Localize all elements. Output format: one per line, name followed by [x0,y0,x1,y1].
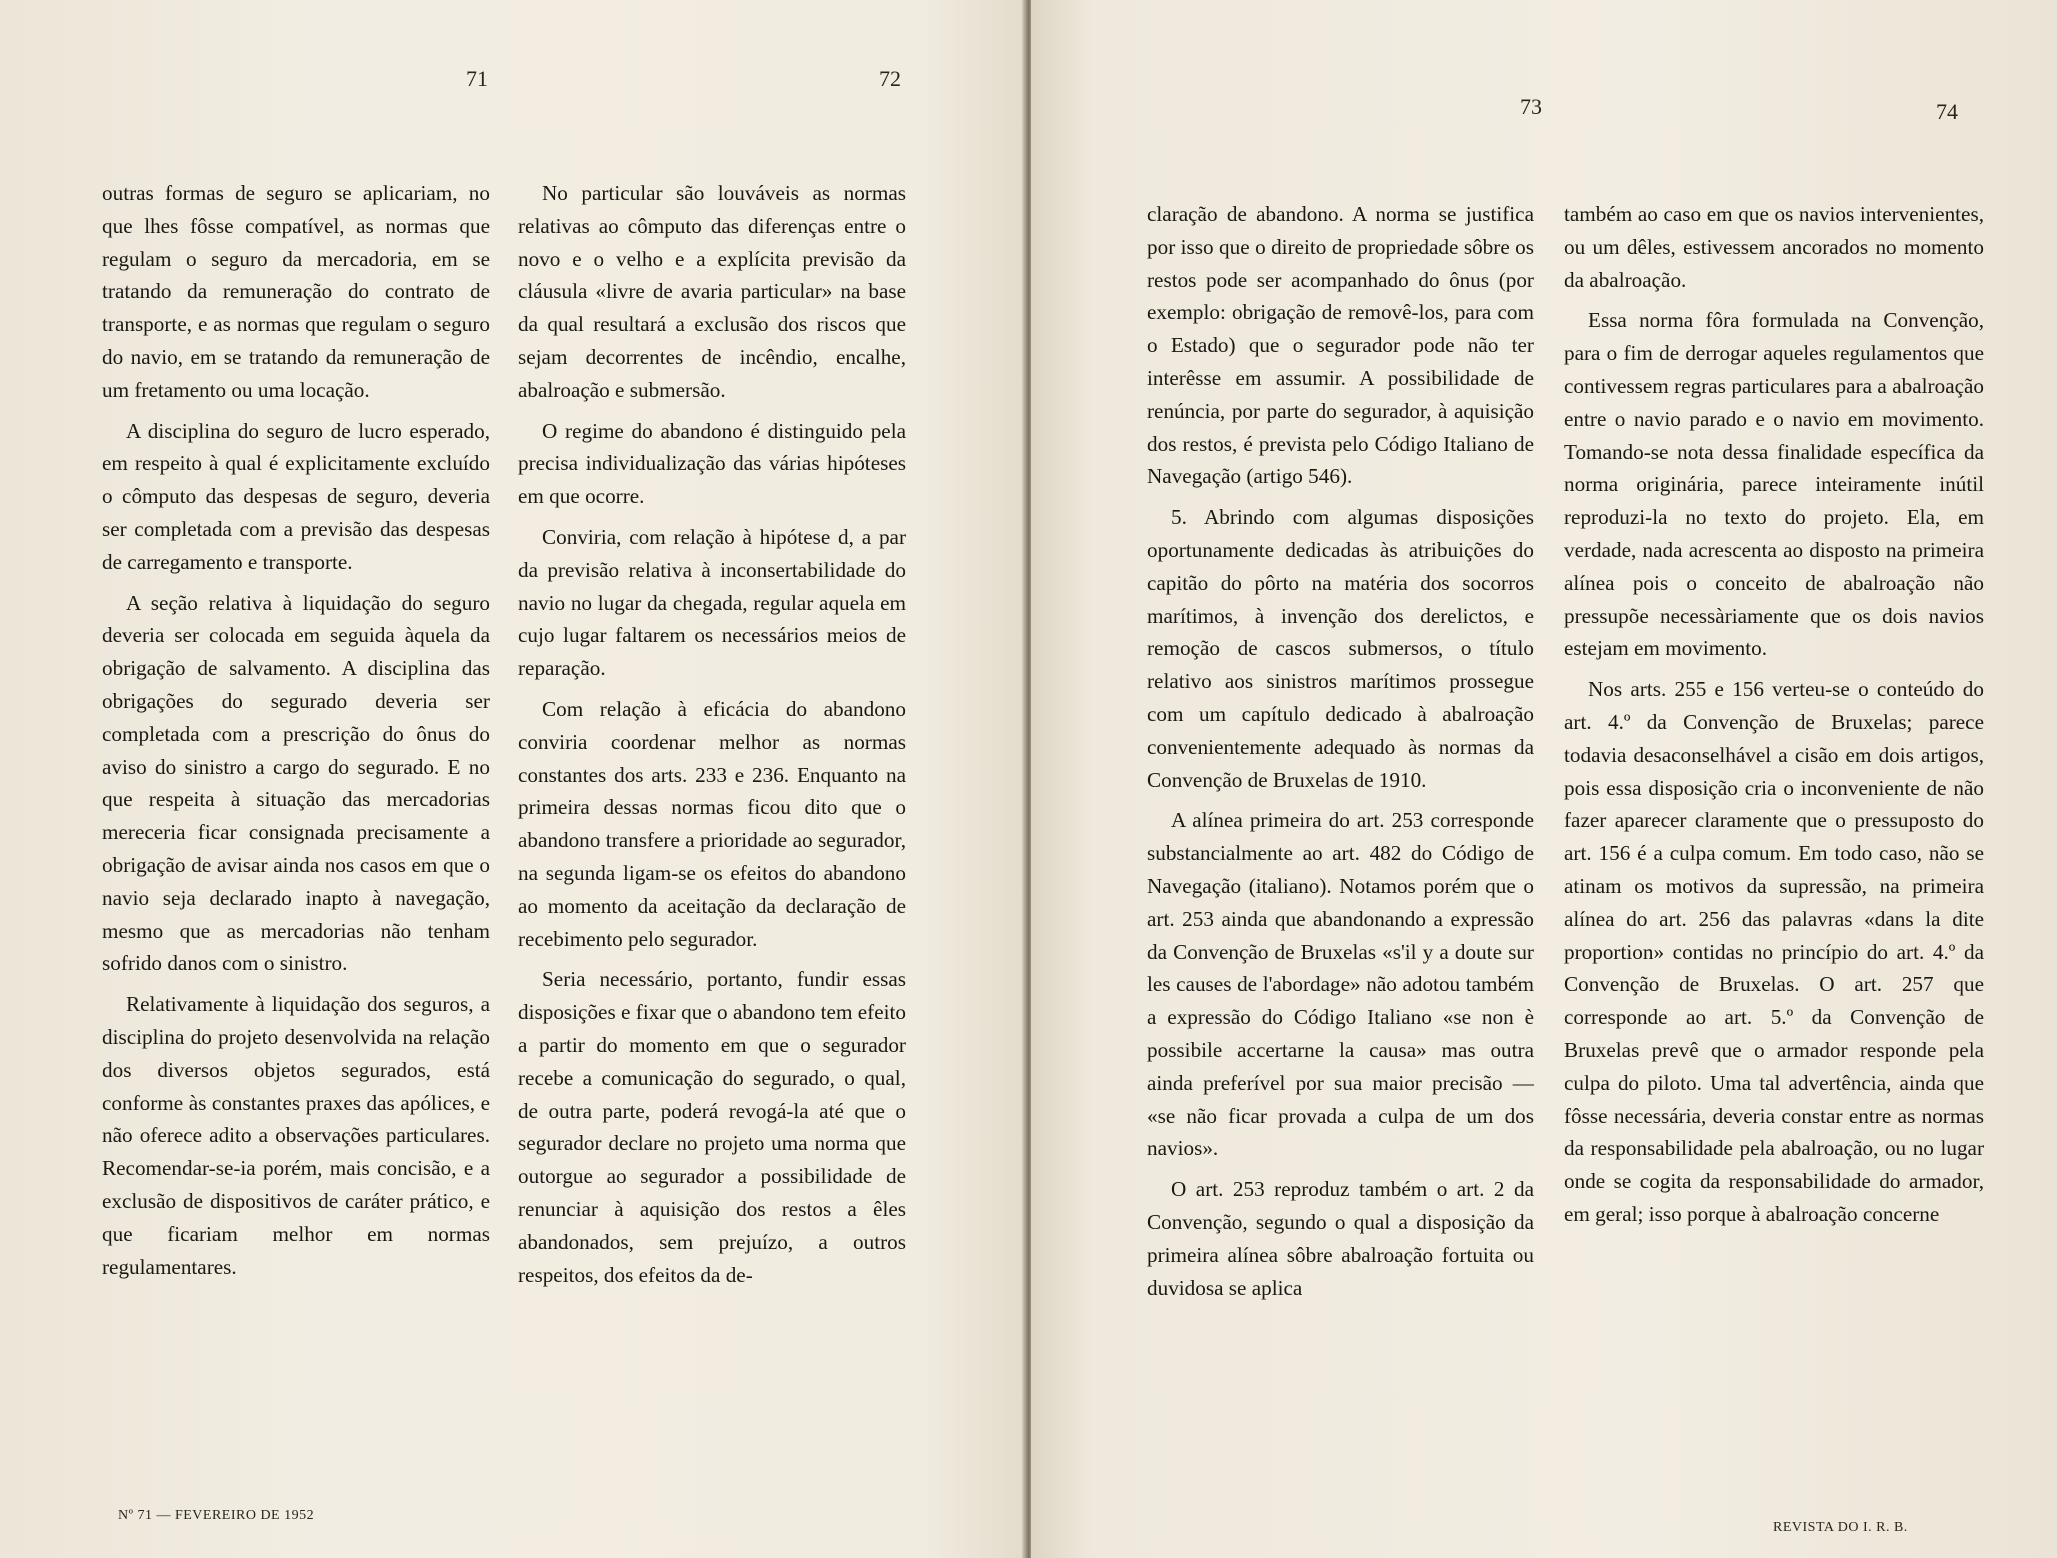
paragraph: No particular são louváveis as normas relativas ao cômputo das diferenças entre o novo e o velho e a explícita previsão da cláusula «livre de avaria particular» na base da qual resultará a exclusão dos riscos que sejam decorrentes de incêndio, encalhe, abalroação e submersão. [518,181,906,402]
paragraph: Com relação à eficácia do abandono conviria coordenar melhor as normas constantes dos arts. 233 e 236. Enquanto na primeira dessas normas ficou dito que o abandono transfere a prioridade ao segurador, na segunda ligam-se os efeitos do abandono ao momento da aceitação da declaração de recebimento pelo segurador. [518,696,906,951]
paragraph: Relativamente à liquidação dos seguros, a disciplina do projeto desenvolvida na relação dos diversos objetos segurados, está conforme às constantes praxes das apólices, e não oferece adito a observações particulares. Recomendar-se-ia porém, mais concisão, e a exclusão de dispositivos de caráter prático, e que ficariam melhor em normas regulamentares. [102,992,490,1279]
paragraph: Essa norma fôra formulada na Convenção, para o fim de derrogar aqueles regulamentos que contivessem regras particulares para a abalroação entre o navio parado e o navio em movimento. Tomando-se nota dessa finalidade específica da norma originária, parece inteiramente inútil reproduzi-la no texto do projeto. Ela, em verdade, nada acrescenta ao disposto na primeira alínea pois o conceito de abalroação não pressupõe necessàriamente que os dois navios estejam em movimento. [1564,308,1984,661]
paragraph: A disciplina do seguro de lucro esperado, em respeito à qual é explicitamente excluído o cômputo das despesas de seguro, deveria ser completada com a previsão das despesas de carregamento e transporte. [102,418,490,574]
column-page-71 [102,177,490,1291]
column-page-74 [1564,198,1984,1239]
paragraph: claração de abandono. A norma se justifica por isso que o direito de propriedade sôbre os restos pode ser acompanhado do ônus (por exemplo: obrigação de removê-los, para com o Estado) que o segurador pode não ter interêsse em assumir. A possibilidade de renúncia, por parte do segurador, à aquisição dos restos, é prevista pelo Código Italiano de Navegação (artigo 546). [1147,202,1534,489]
left-leaf [0,0,1024,1558]
right-leaf [1031,0,2057,1558]
paragraph: Nos arts. 255 e 156 verteu-se o conteúdo do art. 4.º da Convenção de Bruxelas; parece todavia desaconselhável a cisão em dois artigos, pois essa disposição cria o inconveniente de não fazer aparecer claramente que o pressuposto do art. 156 é a culpa comum. Em todo caso, não se atinam os motivos da supressão, na primeira alínea do art. 256 das palavras «dans la dite proportion» contidas no princípio do art. 4.º da Convenção de Bruxelas. O art. 257 que corresponde ao art. 5.º da Convenção de Bruxelas prevê que o armador responde pela culpa do piloto. Uma tal advertência, ainda que fôsse necessária, deveria constar entre as normas da responsabilidade pela abalroação, ou no lugar onde se cogita da responsabilidade do armador, em geral; isso porque à abalroação concerne [1564,677,1984,1226]
paragraph: Seria necessário, portanto, fundir essas disposições e fixar que o abandono tem efeito a partir do momento em que o segurador recebe a comunicação do segurado, o qual, de outra parte, poderá revogá-la até que o segurador declare no projeto uma norma que outorgue ao segurador a possibilidade de renunciar à aquisição dos restos a êles abandonados, sem prejuízo, a outros respeitos, dos efeitos da de- [518,967,906,1287]
column-page-73 [1147,198,1534,1312]
paragraph: A seção relativa à liquidação do seguro deveria ser colocada em seguida àquela da obrigação de salvamento. A disciplina das obrigações do segurado deveria ser completada com a prescrição do ônus do aviso do sinistro a cargo do segurado. E no que respeita à situação das mercadorias mereceria ficar consignada precisamente a obrigação de avisar ainda nos casos em que o navio seja declarado inapto à navegação, mesmo que as mercadorias não tenham sofrido danos com o sinistro. [102,590,490,976]
footer-journal-name: REVISTA DO I. R. B. [1773,1520,1908,1535]
paragraph: O art. 253 reproduz também o art. 2 da Convenção, segundo o qual a disposição da primeira alínea sôbre abalroação fortuita ou duvidosa se aplica [1147,1177,1534,1300]
page-number-71: 71 [466,66,488,91]
page-number-73: 73 [1520,94,1542,119]
column-page-72 [518,177,906,1299]
paragraph: 5. Abrindo com algumas disposições oportunamente dedicadas às atribuições do capitão do pôrto na matéria dos socorros marítimos, à invenção dos derelictos, e remoção de cascos submersos, o título relativo aos sinistros marítimos prossegue com um capítulo dedicado à abalroação convenientemente adequado às normas da Convenção de Bruxelas de 1910. [1147,505,1534,792]
paragraph: também ao caso em que os navios intervenientes, ou um dêles, estivessem ancorados no momento da abalroação. [1564,202,1984,292]
paragraph: A alínea primeira do art. 253 corresponde substancialmente ao art. 482 do Código de Navegação (italiano). Notamos porém que o art. 253 ainda que abandonando a expressão da Convenção de Bruxelas «s'il y a doute sur les causes de l'abordage» não adotou também a expressão do Código Italiano «se non è possibile accertarne la causa» mas outra ainda preferível por sua maior precisão — «se não ficar provada a culpa de um dos navios». [1147,808,1534,1161]
footer-issue-date: Nº 71 — FEVEREIRO DE 1952 [118,1508,315,1523]
paragraph: Conviria, com relação à hipótese d, a par da previsão relativa à inconsertabilidade do navio no lugar da chegada, regular aquela em cujo lugar faltarem os necessários meios de reparação. [518,524,906,681]
paragraph: outras formas de seguro se aplicariam, no que lhes fôsse compatível, as normas que regulam o seguro da mercadoria, em se tratando da remuneração do contrato de transporte, e as normas que regulam o seguro do navio, em se tratando da remuneração de um fretamento ou uma locação. [102,181,490,402]
page-number-74: 74 [1936,99,1958,124]
paragraph: O regime do abandono é distinguido pela precisa individualização das várias hipóteses em que ocorre. [518,418,906,509]
page-number-72: 72 [879,66,901,91]
